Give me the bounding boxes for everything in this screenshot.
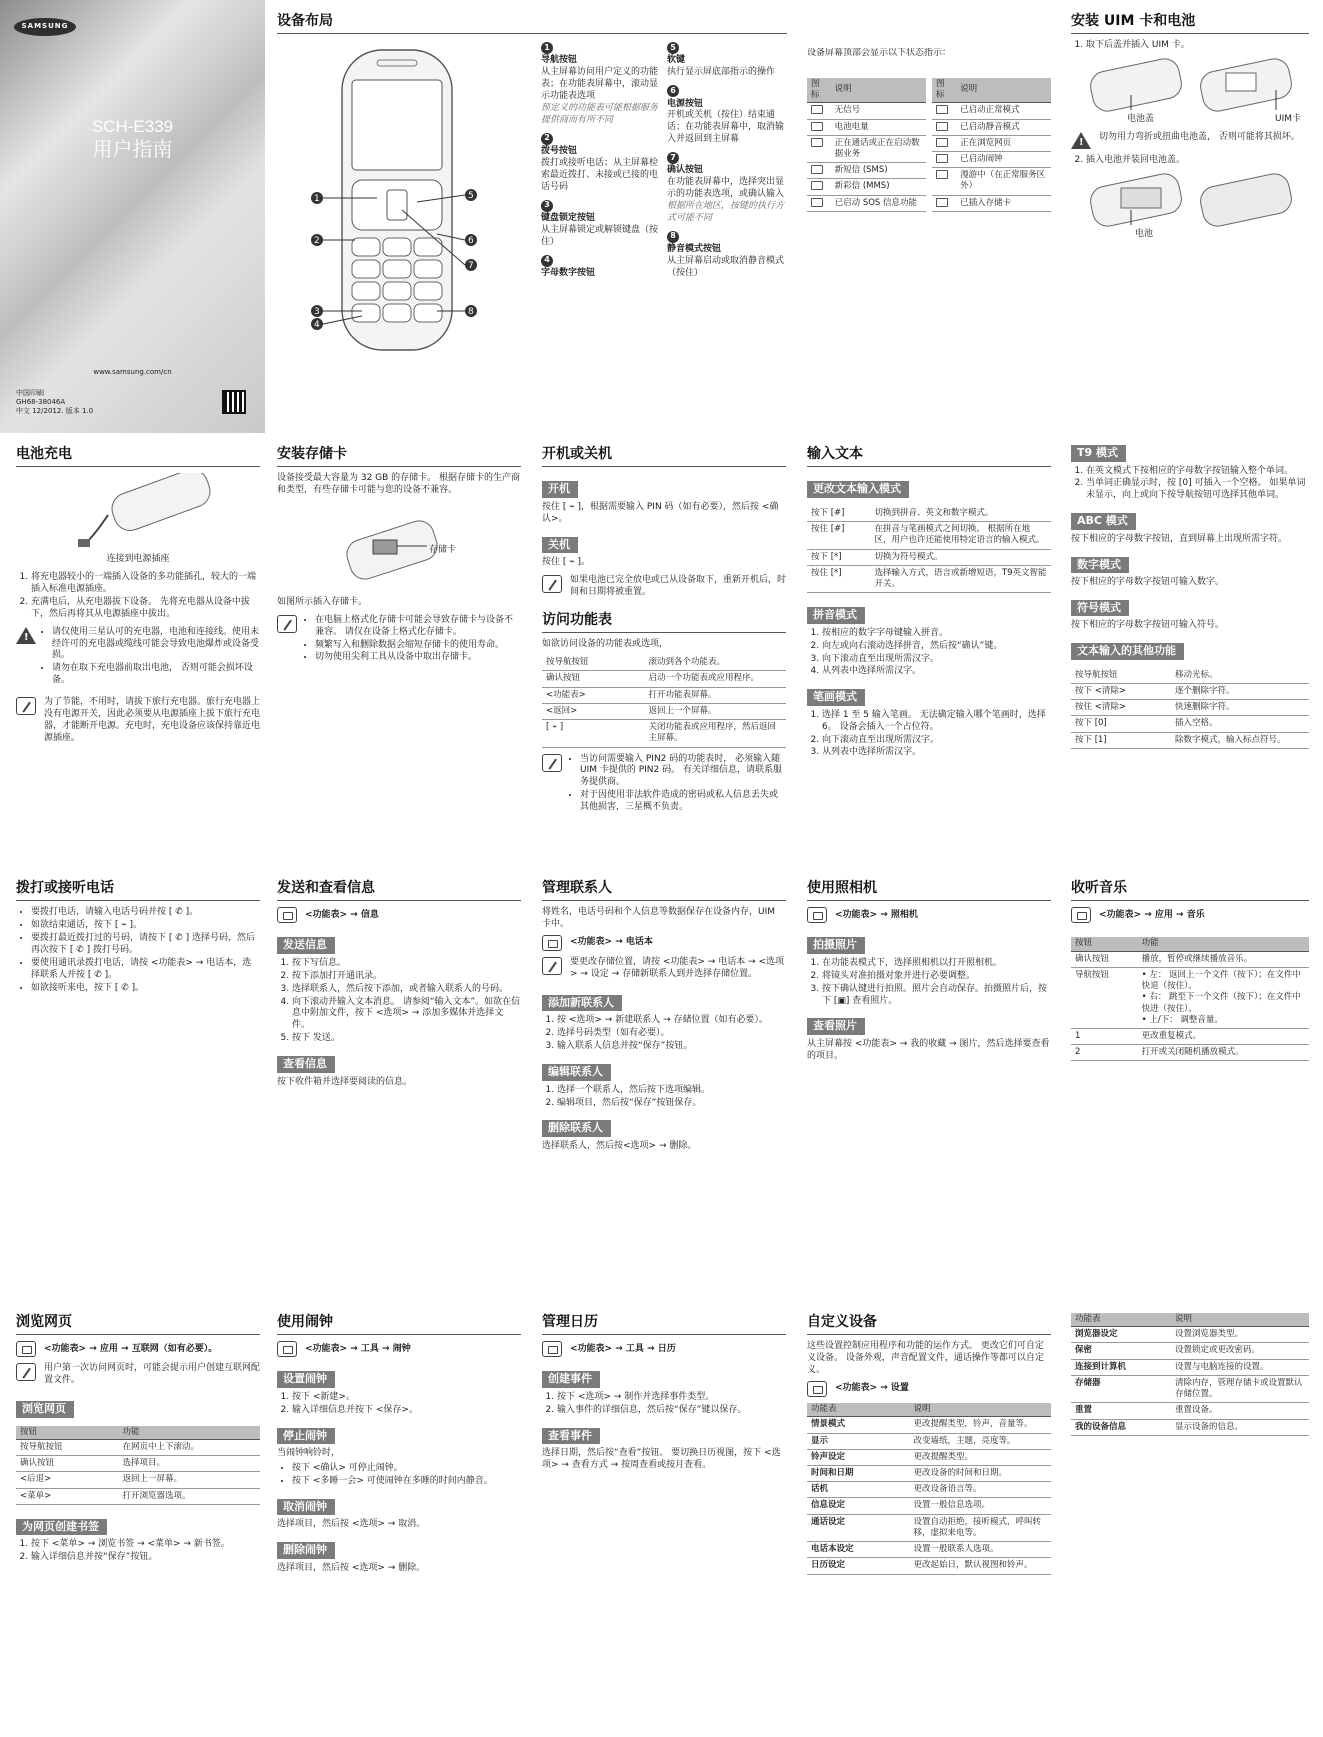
note-icon — [542, 957, 562, 975]
battery-icon — [811, 122, 823, 131]
power-note: 如果电池已完全放电或已从设备取下，重新开机后，时间和日期将被重置。 — [542, 575, 786, 599]
settings-title: 自定义设备 — [807, 1313, 1051, 1335]
uim-card-label: UIM卡 — [1274, 114, 1301, 125]
sos-icon — [811, 198, 823, 207]
status-intro: 设备屏幕顶部会显示以下状态指示： — [807, 48, 952, 58]
svg-text:1: 1 — [314, 194, 320, 204]
t9-section: T9 模式 1. 在英文模式下按相应的字母数字按钮输入整个单词。 2. 当单词正确显示时，按 [0] 可插入一个空格。 如果单词未显示，向上或向下按导航按钮可选择其他单词。 ABC 模式 按下相应的字母数字按钮，直到屏幕上出现所需字符。 数字模式 按下相应的字母数字按钮可输入数字。 符号模式 按下相应的字母数字按钮可输入符号。 文本输入的其他功能 按导航按钮 移动光标。 按下 <清除> 逐个删除字符。 按住 <清除> 快速删除字符。 按下 [0] 插入空格。 按下 [1] 除数字模式，输入标点符号。 — [1071, 445, 1309, 859]
key-item: 5 软键 执行显示屏底部指示的操作 — [667, 42, 776, 78]
text-other-table: 按导航按钮 移动光标。 按下 <清除> 逐个删除字符。 按住 <清除> 快速删除字符。 按下 [0] 插入空格。 按下 [1] 除数字模式，输入标点符号。 — [1071, 668, 1309, 749]
svg-text:8: 8 — [468, 307, 474, 317]
calendar-section: 管理日历 <功能表> → 工具 → 日历 创建事件 1. 按下 <选项> → 制作并选择事件类型。 2. 输入事件的详细信息，然后按“保存”键以保存。 查看事件 选择日期，然后按“查看”按钮。 要切换日历视图，按下 <选项> → 查看方式 → 按周查看或按月查看。 — [542, 1313, 786, 1729]
camera-section: 使用照相机 <功能表> → 照相机 拍摄照片 1. 在功能表模式下，选择照相机以打开照相机。 2. 将镜头对准拍摄对象并进行必要调整。 3. 按下确认键进行拍照。照片会自动保存。拍摄照片后，按下 [▣] 查看照片。 查看照片 从主屏幕按 <功能表> → 我的收藏 → 图片，然后选择要查看的项目。 — [807, 879, 1051, 1293]
contacts-title: 管理联系人 — [542, 879, 786, 901]
warning-icon — [1071, 132, 1091, 149]
settings-more-section — [1071, 1313, 1309, 1729]
roaming-icon — [936, 170, 948, 179]
uim-section: 安装 UIM 卡和电池 1. 取下后盖并插入 UIM 卡。 电池盖 UIM卡 ! 切勿用力弯折或扭曲电池盖， 否则可能将其损坏。 2. 插入电池并装回电池盖。 电池 — [1071, 12, 1309, 422]
svg-text:2: 2 — [314, 236, 320, 246]
menu-note: • 当访问需要输入 PIN2 码的功能表时， 必须输入随 UIM 卡提供的 PIN2 码。 有关详细信息，请联系服务提供商。 • 对于因使用非法软件造成的密码或私人信息丢失或其他损害，三星概不负责。 — [542, 754, 786, 818]
silent-mode-icon — [936, 122, 948, 131]
calls-section: 拨打或接听电话 • 要拨打电话，请输入电话号码并按 [ ✆ ]。 • 如欲结束通话，按下 [ ⌁ ]。 • 要拨打最近拨打过的号码，请按下 [ ✆ ] 选择号码，然后再次按下 [ ✆ ] 拨打号码。 • 要使用通讯录拨打电话，请按 <功能表> → 电话本，选择联系人并按 [ ✆ ]。 • 如欲接听来电，按下 [ ✆ ]。 — [16, 879, 260, 1293]
music-section: 收听音乐 <功能表> → 应用 → 音乐 按钮 功能 确认按钮 播放，暂停或继续播放音乐。 导航按钮 • 左： 返回上一个文件（按下）；在文件中快退（按住）。 • 右： 跳至下一个文件（按下）；在文件中快进（按住）。 • 上/下： 调整音量。 1 更改重复模式。 2 打开或关闭随机播放模式。 — [1071, 879, 1309, 1293]
sms-icon — [811, 165, 823, 174]
web-table: 按钮 功能 按导航按钮 在网页中上下滚动。 确认按钮 选择项目。 <后退> 返回上一屏幕。 <菜单> 打开浏览器选项。 — [16, 1426, 260, 1505]
contacts-note: 要更改存储位置，请按 <功能表> → 电话本 → <选项> → 设定 → 存储新联系人到并选择存储位置。 — [542, 957, 786, 981]
alarm-title: 使用闹钟 — [277, 1313, 521, 1335]
settings-section: 自定义设备 这些设置控制应用程序和功能的运作方式。 更改它们可自定义设备。 设备外观，声音配置文件，通话操作等都可以自定义。 <功能表> → 设置 功能表 说明 情景模式 更改提醒类型，铃声，音量等。 显示 改变墙纸，主题，亮度等。 铃声设定 更改提醒类型。 时间和日期 更改设备的时间和日期。 话机 更改设备语言等。 信息设定 设置一般信息选项。 通话设定 设置自动拒绝，接听模式，呼叫转移，虚拟来电等。 电话本设定 设置一般联系人选项。 日历设定 更改起始日，默认视图和铃声。 — [807, 1313, 1051, 1729]
power-title: 开机或关机 — [542, 445, 786, 467]
card-note: • 在电脑上格式化存储卡可能会导致存储卡与设备不兼容。 请仅在设备上格式化存储卡。 • 频繁写入和删除数据会缩短存储卡的使用寿命。 • 切勿使用尖利工具从设备中取出存储卡。 — [277, 615, 521, 669]
charger-figure-label: 连接到电源插座 — [106, 554, 170, 565]
music-table: 按钮 功能 确认按钮 播放，暂停或继续播放音乐。 导航按钮 • 左： 返回上一个文件（按下）；在文件中快退（按住）。 • 右： 跳至下一个文件（按下）；在文件中快进（按住）。 • 上/下： 调整音量。 1 更改重复模式。 2 打开或关闭随机播放模式。 — [1071, 937, 1309, 1061]
memory-card-section: 安装存储卡 设备接受最大容量为 32 GB 的存储卡。 根据存储卡的生产商和类型，有些存储卡可能与您的设备不兼容。 存储卡 如图所示插入存储卡。 • 在电脑上格式化存储卡可能会导致存储卡与设备不兼容。 请仅在设备上格式化存储卡。 • 频繁写入和删除数据会缩短存储卡的使用寿命。 • 切勿使用尖利工具从设备中取出存储卡。 — [277, 445, 521, 859]
music-title: 收听音乐 — [1071, 879, 1309, 901]
key-item: 4 字母数字按钮 — [541, 255, 596, 278]
band-3 — [0, 867, 1323, 1301]
web-section: 浏览网页 <功能表> → 应用 → 互联网（如有必要）。 用户第一次访问网页时，可能会提示用户创建互联网配置文件。 浏览网页 按钮 功能 按导航按钮 在网页中上下滚动。 确认按钮 选择项目。 <后退> 返回上一屏幕。 <菜单> 打开浏览器选项。 为网页创建书签 1. 按下 <菜单> → 浏览书签 → <菜单> → 新书签。 2. 输入详细信息并按“保存”按钮。 — [16, 1313, 260, 1729]
power-section: 开机或关机 开机 按住 [ ⌁ ]，根据需要输入 PIN 码（如有必要），然后按 <确认>。 关机 按住 [ ⌁ ]。 如果电池已完全放电或已从设备取下，重新开机后，时间和日期将被重置。 访问功能表 如欲访问设备的功能表或选项， 按导航按钮 滚动到各个功能表。 确认按钮 启动一个功能表或应用程序。 <功能表> 打开功能表屏幕。 <返回> 返回上一个屏幕。 [ ⌁ ] 关闭功能表或应用程序，然后返回主屏幕。 • 当访问需要输入 PIN2 码的功能表时， 必须输入随 UIM 卡提供的 PIN2 码。 有关详细信息，请联系服务提供商。 • 对于因使用非法软件造成的密码或私人信息丢失或其他损害，三星概不负责。 — [542, 445, 786, 859]
uim-figure-icon — [1071, 55, 1309, 125]
messages-section: 发送和查看信息 <功能表> → 信息 发送信息 1. 按下写信息。 2. 按下添加打开通讯录。 3. 选择联系人，然后按下添加，或者输入联系人的号码。 4. 向下滚动并输入文本消息。 请参阅“输入文本”。如欲在信息中附加文件，按下 <选项> → 添加多媒体并选择文件。 5. 按下 发送。 查看信息 按下收件箱并选择要阅读的信息。 — [277, 879, 521, 1293]
note-icon — [277, 615, 297, 633]
key-item: 3 键盘锁定按钮 从主屏幕锁定或解锁键盘（按住） — [541, 200, 659, 247]
status-table-right: 图标 说明 已启动正常模式 已启动静音模式 正在浏览网页 已启动闹钟 漫游中（在正常服务区外） 已插入存储卡 — [932, 78, 1051, 212]
note-icon — [542, 754, 562, 772]
web-note: 用户第一次访问网页时，可能会提示用户创建互联网配置文件。 — [16, 1363, 260, 1387]
charge-note: 为了节能，不用时，请拔下旅行充电器。旅行充电器上没有电源开关，因此必须要从电源插座上拔下旅行充电器，才能断开电源。充电时，充电设备应该保持靠近电源插座。 — [16, 697, 260, 745]
key-item: 8 静音模式按钮 从主屏幕启动或取消静音模式（按住） — [667, 231, 785, 278]
calls-title: 拨打或接听电话 — [16, 879, 260, 901]
band-4 — [0, 1301, 1323, 1737]
normal-mode-icon — [936, 105, 948, 114]
key-item: 2 拨号按钮 拨打或接听电话；从主屏幕检索最近拨打、未接或已接的电话号码 — [541, 133, 659, 192]
svg-text:3: 3 — [314, 307, 320, 317]
samsung-logo: SAMSUNG — [14, 18, 76, 36]
menu-icon — [542, 1341, 562, 1357]
charger-figure-icon — [16, 473, 260, 553]
uim-warning: ! 切勿用力弯折或扭曲电池盖， 否则可能将其损坏。 — [1071, 132, 1309, 149]
cover-title: 用户指南 — [92, 137, 173, 161]
note-icon — [16, 697, 36, 715]
band-2 — [0, 433, 1323, 867]
calendar-title: 管理日历 — [542, 1313, 786, 1335]
svg-text:4: 4 — [314, 320, 320, 330]
device-layout-section — [277, 12, 797, 422]
key-list-right — [667, 42, 785, 286]
menu-icon — [807, 1381, 827, 1397]
card-title: 安装存储卡 — [277, 445, 521, 467]
contacts-section: 管理联系人 将姓名，电话号码和个人信息等数据保存在设备内存，UIM 卡中。 <功能表> → 电话本 要更改存储位置，请按 <功能表> → 电话本 → <选项> → 设定 → 存储新联系人到并选择存储位置。 添加新联系人 1. 按 <选项> → 新建联系人 → 存储位置（如有必要）。 2. 选择号码类型（如有必要）。 3. 输入联系人信息并按“保存”按钮。 编辑联系人 1. 选择一个联系人，然后按下选项编辑。 2. 编辑项目，然后按“保存”按钮保存。 删除联系人 选择联系人，然后按<选项> → 删除。 — [542, 879, 786, 1293]
status-icons-section — [807, 48, 1051, 418]
memory-card-figure-icon — [277, 500, 521, 590]
uim-title: 安装 UIM 卡和电池 — [1071, 12, 1309, 34]
web-title: 浏览网页 — [16, 1313, 260, 1335]
print-info: 中国印刷 GH68-38046A 中文 12/2012. 版本 1.0 — [16, 389, 94, 415]
model-name: SCH-E339 — [91, 117, 174, 136]
charge-warning: ! • 请仅使用三星认可的充电器，电池和连接线。使用未经许可的充电器或缆线可能会导致电池爆炸或设备受损。 • 请勿在取下充电器前取出电池， 否则可能会损坏设备。 — [16, 627, 260, 691]
text-mode-table: 按下 [#] 切换到拼音、英文和数字模式。 按住 [#] 在拼音与笔画模式之间切换。 根据所在地区，用户也许还能使用特定语言的输入模式。 按下 [*] 切换为符号模式。 按住 [*] 选择输入方式，语言或新增短语，T9英文智能开关。 — [807, 506, 1051, 593]
cover-panel — [0, 0, 265, 433]
alarm-section: 使用闹钟 <功能表> → 工具 → 闹钟 设置闹钟 1. 按下 <新建>。 2. 输入详细信息并按下 <保存>。 停止闹钟 当闹钟响铃时， • 按下 <确认> 可停止闹钟。 • 按下 <多睡一会> 可使闹钟在多睡的时间内静音。 取消闹钟 选择项目，然后按 <选项> → 取消。 删除闹钟 选择项目，然后按 <选项> → 删除。 — [277, 1313, 521, 1729]
menu-icon — [1071, 907, 1091, 923]
charge-title: 电池充电 — [16, 445, 260, 467]
settings-table: 功能表 说明 情景模式 更改提醒类型，铃声，音量等。 显示 改变墙纸，主题，亮度等。 铃声设定 更改提醒类型。 时间和日期 更改设备的时间和日期。 话机 更改设备语言等。 信息设定 设置一般信息选项。 通话设定 设置自动拒绝，接听模式，呼叫转移，虚拟来电等。 电话本设定 设置一般联系人选项。 日历设定 更改起始日，默认视图和铃声。 — [807, 1403, 1051, 1574]
website: www.samsung.com/cn — [93, 368, 172, 376]
camera-title: 使用照相机 — [807, 879, 1051, 901]
memory-card-icon — [936, 198, 948, 207]
text-input-section: 输入文本 更改文本输入模式 按下 [#] 切换到拼音、英文和数字模式。 按住 [#] 在拼音与笔画模式之间切换。 根据所在地区，用户也许还能使用特定语言的输入模式。 按下 [*] 切换为符号模式。 按住 [*] 选择输入方式，语言或新增短语，T9英文智能开关。 拼音模式 1. 按相应的数字字母键输入拼音。 2. 向左或向右滚动选择拼音，然后按“确认”键。 3. 向下滚动直至出现所需汉字。 4. 从列表中选择所需汉字。 笔画模式 1. 选择 1 至 5 输入笔画。 无法确定输入哪个笔画时，选择 6。 设备会插入一个占位符。 2. 向下滚动直至出现所需汉字。 3. 从列表中选择所需汉字。 — [807, 445, 1051, 859]
menu-title: 访问功能表 — [542, 611, 786, 633]
messages-title: 发送和查看信息 — [277, 879, 521, 901]
charge-section: 电池充电 连接到电源插座 1. 将充电器较小的一端插入设备的多功能插孔，较大的一端插入标准电源插座。 2. 充满电后，从充电器拔下设备。 先将充电器从设备中拔下，然后再将其从电源插座中拔出。 ! • 请仅使用三星认可的充电器，电池和连接线。使用未经许可的充电器或缆线可能会导致电池爆炸或设备受损。 • 请勿在取下充电器前取出电池， 否则可能会损坏设备。 为了节能，不用时，请拔下旅行充电器。旅行充电器上没有电源开关，因此必须要从电源插座上拔下旅行充电器，才能断开电源。充电时，充电设备应该保持靠近电源插座。 — [16, 445, 260, 859]
key-item: 1 导航按钮 从主屏幕访问用户定义的功能表；在功能表屏幕中，滚动显示功能表选项 预定义的功能表可能根据服务提供商而有所不同 — [541, 42, 659, 125]
key-item: 7 确认按钮 在功能表屏幕中，选择突出显示的功能表选项，或确认输入 根据所在地区，按键的执行方式可能不同 — [667, 152, 785, 223]
key-list-left — [541, 42, 661, 286]
battery-figure-icon — [1071, 170, 1309, 240]
note-icon — [16, 1363, 36, 1381]
settings-table-2: 功能表 说明 浏览器设定 设置浏览器类型。 保密 设置锁定或更改密码。 连接到计算机 设置与电脑连接的设置。 存储器 清除内存，管理存储卡或设置默认存储位置。 重置 重置设备。 我的设备信息 显示设备的信息。 — [1071, 1313, 1309, 1436]
status-table-left: 图标 说明 无信号 电池电量 正在通话或正在启动数据业务 新短信 (SMS) 新彩信 (MMS) 已启动 SOS 信息功能 — [807, 78, 926, 212]
menu-icon — [277, 1341, 297, 1357]
device-layout-title: 设备布局 — [277, 12, 787, 34]
svg-text:6: 6 — [468, 236, 474, 246]
alarm-icon — [936, 154, 948, 163]
no-signal-icon — [811, 105, 823, 114]
qr-code-icon — [222, 390, 246, 414]
memory-card-label: 存储卡 — [429, 545, 457, 556]
menu-keys-table: 按导航按钮 滚动到各个功能表。 确认按钮 启动一个功能表或应用程序。 <功能表> 打开功能表屏幕。 <返回> 返回上一个屏幕。 [ ⌁ ] 关闭功能表或应用程序，然后返回主屏幕。 — [542, 655, 786, 747]
text-title: 输入文本 — [807, 445, 1051, 467]
svg-text:7: 7 — [468, 261, 474, 271]
phone-diagram-icon — [277, 40, 497, 380]
browser-icon — [936, 138, 948, 147]
mms-icon — [811, 181, 823, 190]
call-icon — [811, 138, 823, 147]
menu-icon — [542, 935, 562, 951]
warning-icon — [16, 627, 36, 644]
battery-label: 电池 — [1135, 228, 1154, 239]
menu-icon — [807, 907, 827, 923]
battery-cover-label: 电池盖 — [1127, 114, 1155, 125]
menu-icon — [16, 1341, 36, 1357]
note-icon — [542, 575, 562, 593]
key-item: 6 电源按钮 开机或关机（按住）结束通话；在功能表屏幕中，取消输入并返回到主屏幕 — [667, 85, 785, 145]
svg-text:5: 5 — [468, 191, 474, 201]
menu-icon — [277, 907, 297, 923]
